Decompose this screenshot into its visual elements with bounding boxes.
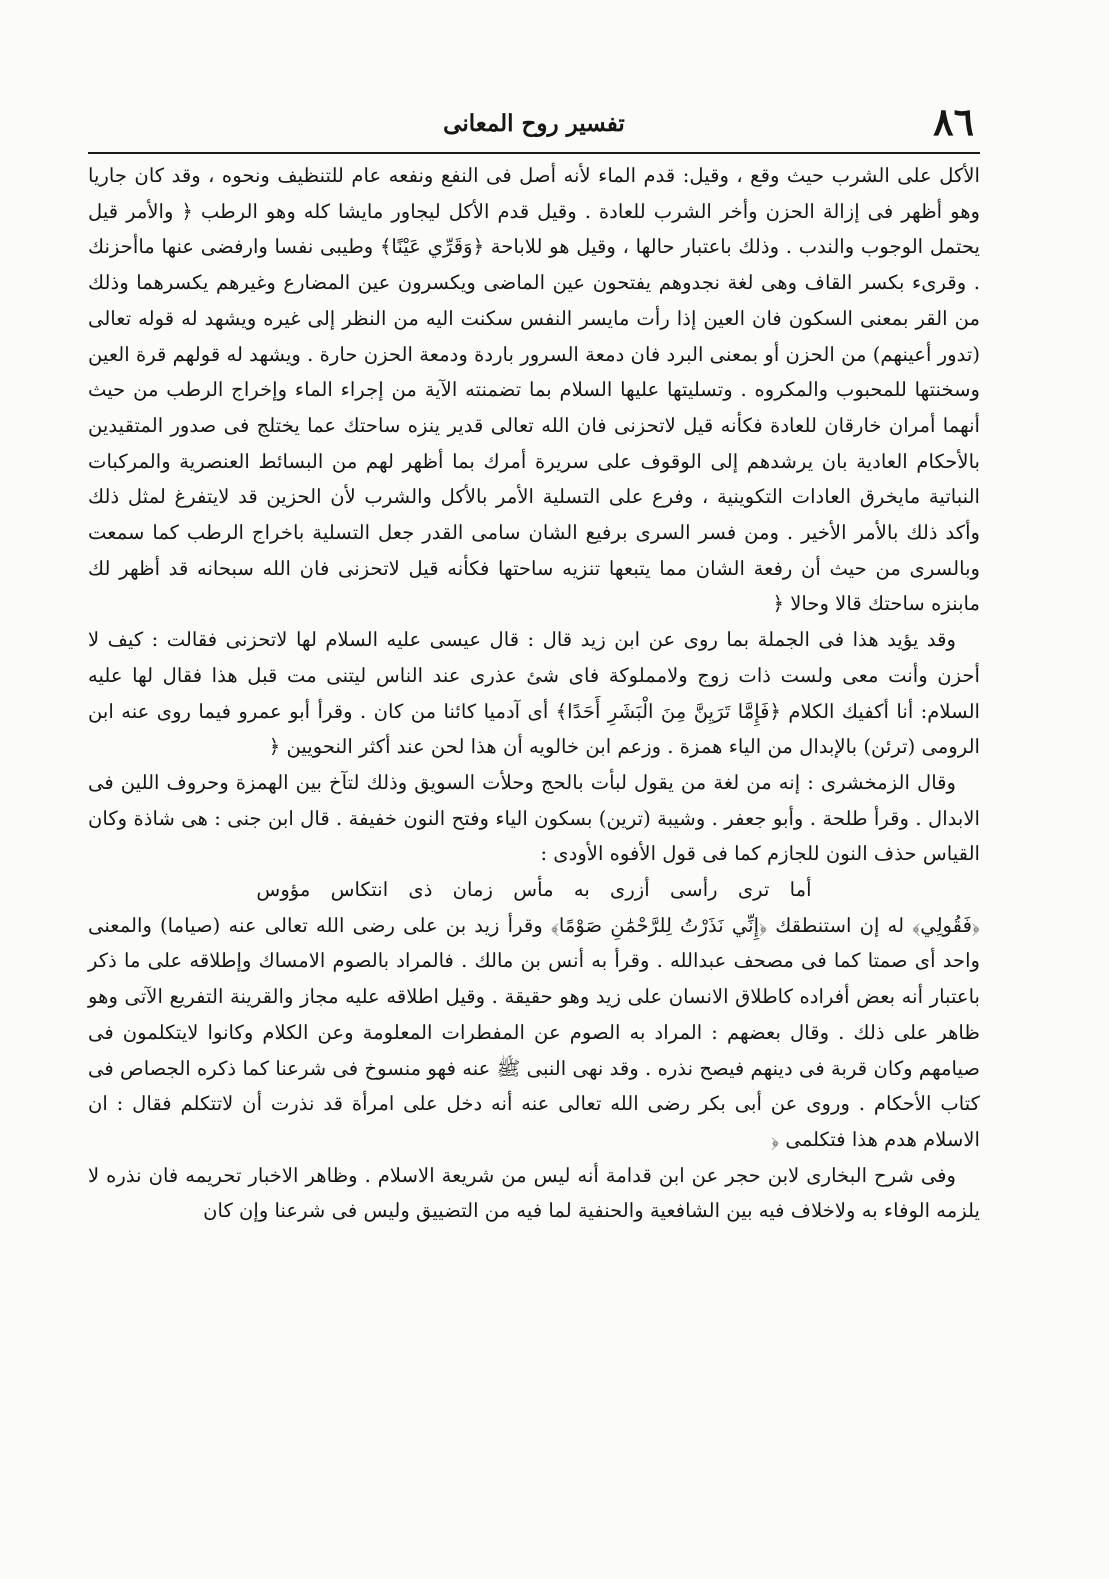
- poetry-verse: أما ترى رأسى أزرى به مأس زمان ذى انتكاس مؤوس: [256, 878, 812, 902]
- paragraph-2: وقد يؤيد هذا فى الجملة بما روى عن ابن زيد قال : قال عيسى عليه السلام لها لاتحزنى فقالت : كيف لا أحزن وأنت معى ولست ذات زوج ولامملوكة فاى شئ عذرى عند الناس ليتنى مت قبل هذا فقال لها عليه السلام: أنا أكفيك الكلام ﴿فَإِمَّا تَرَيِنَّ مِنَ الْبَشَرِ أَحَدًا﴾ أى آدميا كائنا من كان . وقرأ أبو عمرو فيما روى عنه ابن الرومى (ترئن) بالإبدال من الياء همزة . وزعم ابن خالويه أن هذا لحن عند أكثر النحويين ﴿: [88, 628, 980, 759]
- running-title: تفسير روح المعانى: [443, 110, 625, 137]
- page-header: [88, 96, 980, 154]
- paragraph-4: ﴿فَقُولِي﴾ له إن استنطقك ﴿إِنِّي نَذَرْتُ لِلرَّحْمَٰنِ صَوْمًا﴾ وقرأ زيد بن على رضى الله تعالى عنه (صياما) والمعنى واحد أى صمتا كما فى مصحف عبدالله . وقرأ به أنس بن مالك . فالمراد بالصوم الامساك وإطلاقه على ما ذكر باعتبار أنه بعض أفراده كاطلاق الانسان على زيد وهو حقيقة . وقيل اطلاقه عليه مجاز والقرينة التفريع الآتى وهو ظاهر على ذلك . وقال بعضهم : المراد به الصوم عن المفطرات المعلومة وعن الكلام وكانوا لايتكلمون فى صيامهم وكان قربة فى دينهم فيصح نذره . وقد نهى النبى ﷺ عنه فهو منسوخ فى شرعنا كما ذكره الجصاص فى كتاب الأحكام . وروى عن أبى بكر رضى الله تعالى عنه أنه دخل على امرأة قد نذرت أن لاتتكلم فقال : ان الاسلام هدم هذا فتكلمى ﴿: [88, 913, 981, 1151]
- paragraph-1: الأكل على الشرب حيث وقع ، وقيل: قدم الماء لأنه أصل فى النفع ونفعه عام للتنظيف ونحوه ، وقد كان جاريا وهو أظهر فى إزالة الحزن وأخر الشرب للعادة . وقيل قدم الأكل ليجاور مايشا كله وهو الرطب ﴿ والأمر قيل يحتمل الوجوب والندب . وذلك باعتبار حالها ، وقيل هو للاباحة ﴿وَقَرِّي عَيْنًا﴾ وطيبى نفسا وارفضى عنها ماأحزنك . وقرىء بكسر القاف وهى لغة نجدوهم يفتحون عين الماضى ويكسرون عين المضارع وغيرهم يكسرهما وذلك من القر بمعنى السكون فان العين إذا رأت مايسر النفس سكنت اليه من النظر إلى غيره ويشهد له قوله تعالى (تدور أعينهم) من الحزن أو بمعنى البرد فان دمعة السرور باردة ودمعة الحزن حارة . ويشهد له قولهم قرة العين وسخنتها للمحبوب والمكروه . وتسليتها عليها السلام بما تضمنته الآية من إجراء الماء وإخراج الرطب من حيث أنهما أمران خارقان للعادة فكأنه قيل لاتحزنى فان الله تعالى قدير ينزه ساحتك عما يختلج فى صدور المتقيدين بالأحكام العادية بان يرشدهم إلى الوقوف على سريرة أمرك بما أظهر لهم من البسائط العنصرية والمركبات النباتية مايخرق العادات التكوينية ، وفرع على التسلية الأمر بالأكل والشرب لأن الحزين قد لايتفرغ لمثل ذلك وأكد ذلك بالأمر الأخير . ومن فسر السرى برفيع الشان سامى القدر جعل التسلية باخراج الرطب كما سمعت وبالسرى من حيث أن رفعة الشان مما يتبعها تنزيه ساحتها فكأنه قيل لاتحزنى فان الله سبحانه قد أظهر لك مابنزه ساحتك قالا وحالا ﴿: [88, 164, 980, 616]
- paragraph-5: وفى شرح البخارى لابن حجر عن ابن قدامة أنه ليس من شريعة الاسلام . وظاهر الاخبار تحريمه فان نذره لا يلزمه الوفاء به ولاخلاف فيه بين الشافعية والحنفية لما فيه من التضييق وليس فى شرعنا وإن كان: [88, 1163, 980, 1223]
- body-text: [88, 158, 980, 1229]
- paragraph-3: وقال الزمخشرى : إنه من لغة من يقول لبأت بالحج وحلأت السويق وذلك لتآخ بين الهمزة وحروف اللين فى الابدال . وقرأ طلحة . وأبو جعفر . وشيبة (ترين) بسكون الياء وفتح النون خفيفة . قال ابن جنى : هى شاذة وكان القياس حذف النون للجازم كما فى قول الأفوه الأودى :: [88, 770, 980, 866]
- book-page: [88, 96, 980, 1526]
- page-number: ٨٦: [933, 99, 974, 144]
